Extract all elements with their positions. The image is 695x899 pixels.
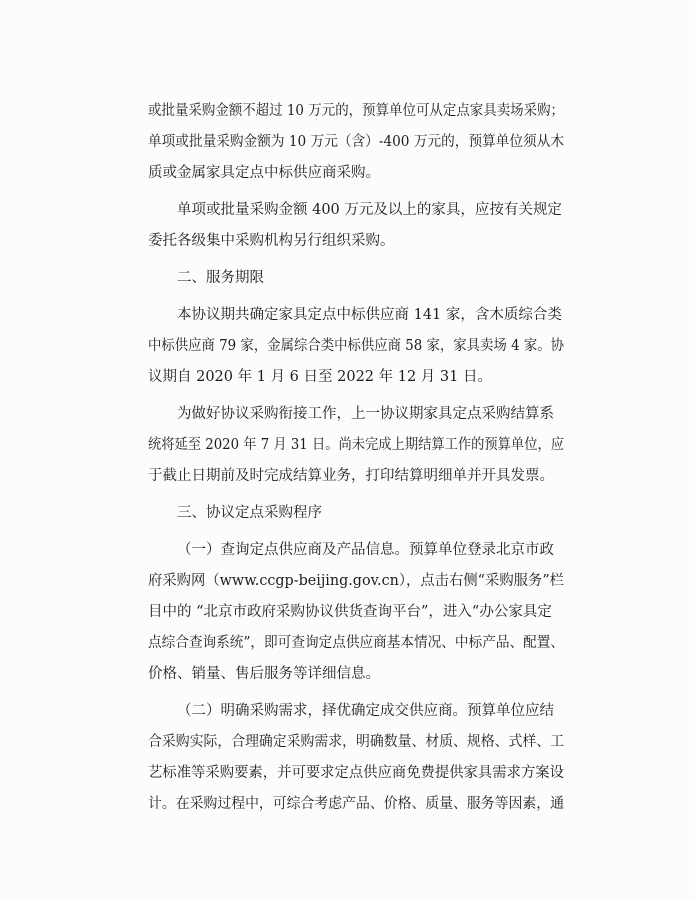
paragraph-line: 合采购实际，合理确定采购需求，明确数量、材质、规格、式样、工 [148, 734, 564, 750]
section-heading: 三、协议定点采购程序 [177, 505, 322, 521]
paragraph-line: （一）查询定点供应商及产品信息。预算单位登录北京市政 [177, 542, 554, 558]
paragraph-line: 艺标准等采购要素，并可要求定点供应商免费提供家具需求方案设 [148, 765, 565, 781]
paragraph-line: 或批量采购金额不超过 10 万元的，预算单位可从定点家具卖场采购； [148, 103, 564, 119]
paragraph-line: 委托各级集中采购机构另行组织采购。 [148, 233, 395, 249]
paragraph-line: 单项或批量采购金额为 10 万元（含）-400 万元的，预算单位须从木 [148, 134, 565, 150]
paragraph-line: 中标供应商 79 家，金属综合类中标供应商 58 家，家具卖场 4 家。协 [148, 338, 564, 354]
paragraph-line: 议期自 2020 年 1 月 6 日至 2022 年 12 月 31 日。 [148, 369, 492, 385]
paragraph-line: 为做好协议采购衔接工作，上一协议期家具定点采购结算系 [177, 406, 554, 422]
paragraph-line: 于截止日期前及时完成结算业务，打印结算明细单并开具发票。 [148, 468, 554, 484]
paragraph-line: 单项或批量采购金额 400 万元及以上的家具，应按有关规定 [177, 202, 562, 218]
paragraph-line: 价格、销量、售后服务等详细信息。 [148, 666, 380, 682]
document-body [148, 96, 564, 820]
paragraph-line: 目中的 “北京市政府采购协议供货查询平台”，进入“办公家具定 [148, 604, 552, 620]
paragraph-line: 统将延至 2020 年 7 月 31 日。尚未完成上期结算工作的预算单位，应 [148, 437, 564, 453]
paragraph-line: 府采购网（www.ccgp-beijing.gov.cn），点击右侧“采购服务”栏 [148, 573, 564, 589]
paragraph-line: 计。在采购过程中，可综合考虑产品、价格、质量、服务等因素，通 [148, 796, 564, 812]
paragraph-line: 质或金属家具定点中标供应商采购。 [148, 165, 380, 181]
paragraph-line: 点综合查询系统”，即可查询定点供应商基本情况、中标产品、配置、 [148, 635, 565, 651]
section-heading: 二、服务期限 [177, 270, 264, 286]
paragraph-line: 本协议期共确定家具定点中标供应商 141 家，含木质综合类 [177, 307, 562, 323]
paragraph-line: （二）明确采购需求，择优确定成交供应商。预算单位应结 [177, 703, 554, 719]
